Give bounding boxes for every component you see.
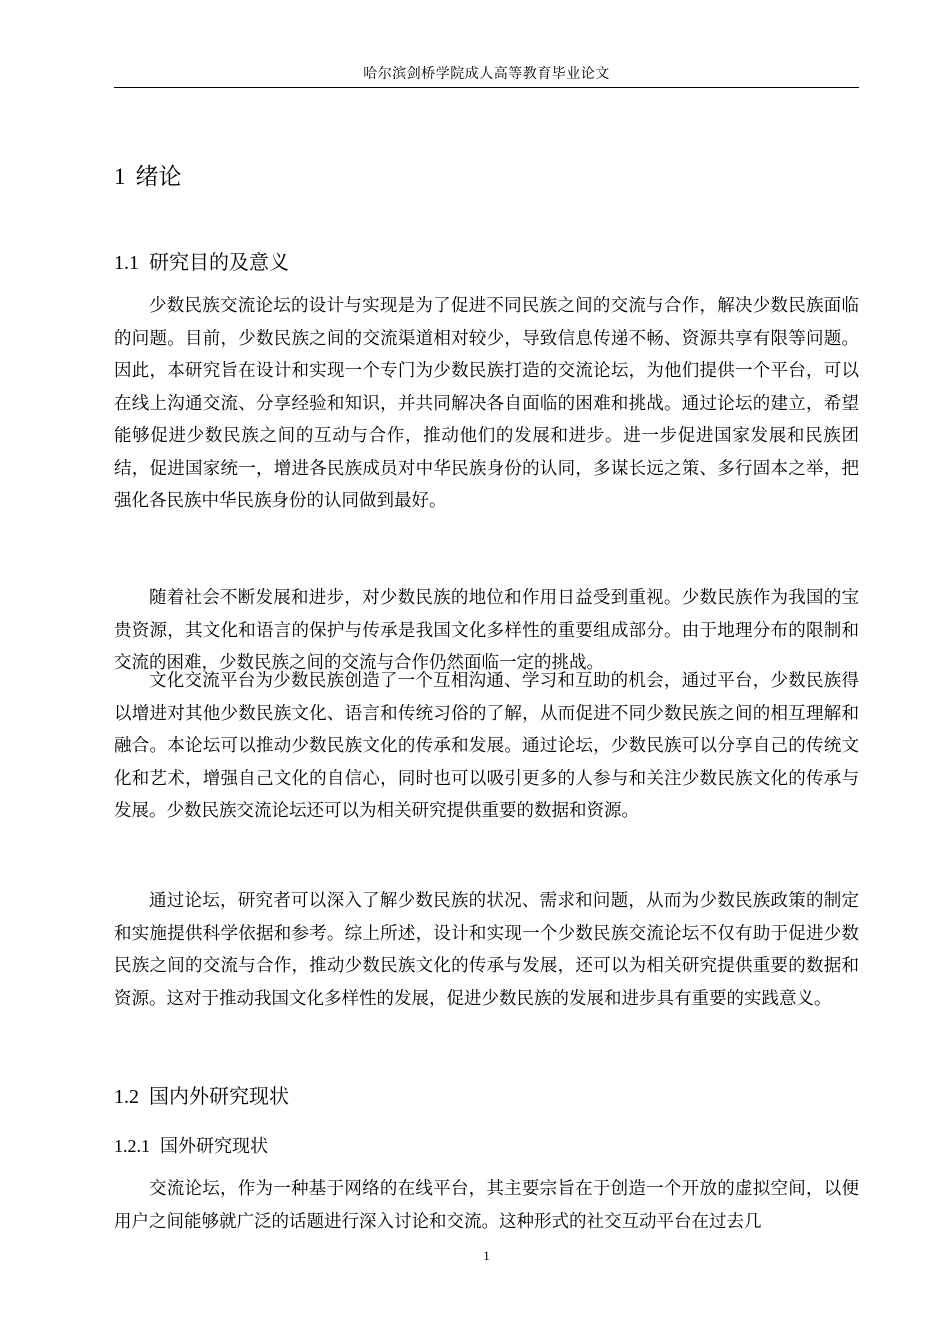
running-header: 哈尔滨剑桥学院成人高等教育毕业论文 bbox=[363, 66, 610, 82]
paragraph-purpose-4: 通过论坛，研究者可以深入了解少数民族的状况、需求和问题，从而为少数民族政策的制定和实施提供科学依据和参考。综上所述，设计和实现一个少数民族交流论坛不仅有助于促进少数民族之间的交流与合作，推动少数民族文化的传承与发展，还可以为相关研究提供重要的数据和资源。这对于推动我国文化多样性的发展，促进少数民族的发展和进步具有重要的实践意义。 bbox=[114, 891, 859, 1009]
section-title: 国内外研究现状 bbox=[149, 1084, 289, 1108]
paragraph-purpose-1: 少数民族交流论坛的设计与实现是为了促进不同民族之间的交流与合作，解决少数民族面临的问题。目前，少数民族之间的交流渠道相对较少，导致信息传递不畅、资源共享有限等问题。因此，本研究旨在设计和实现一个专门为少数民族打造的交流论坛，为他们提供一个平台，可以在线上沟通交流、分享经验和知识，并共同解决各自面临的困难和挑战。通过论坛的建立，希望能够促进少数民族之间的互动与合作，推动他们的发展和进步。进一步促进国家发展和民族团结，促进国家统一，增进各民族成员对中华民族身份的认同，多谋长远之策、多行固本之举，把强化各民族中华民族身份的认同做到最好。 bbox=[114, 296, 859, 511]
paragraph-purpose-3: 文化交流平台为少数民族创造了一个互相沟通、学习和互助的机会，通过平台，少数民族得以增进对其他少数民族文化、语言和传统习俗的了解，从而促进不同少数民族之间的相互理解和融合。本论坛可以推动少数民族文化的传承和发展。通过论坛，少数民族可以分享自己的传统文化和艺术，增强自己文化的自信心，同时也可以吸引更多的人参与和关注少数民族文化的传承与发展。少数民族交流论坛还可以为相关研究提供重要的数据和资源。 bbox=[114, 671, 859, 821]
chapter-title: 绪论 bbox=[135, 164, 182, 190]
paragraph-foreign-1: 交流论坛，作为一种基于网络的在线平台，其主要宗旨在于创造一个开放的虚拟空间，以便用户之间能够就广泛的话题进行深入讨论和交流。这种形式的社交互动平台在过去几 bbox=[114, 1179, 859, 1232]
header-rule bbox=[114, 87, 859, 88]
page-number: 1 bbox=[483, 1248, 490, 1263]
subsection-heading-1-2-1 bbox=[114, 1133, 268, 1160]
subsection-number: 1.2.1 bbox=[114, 1136, 150, 1156]
paragraph-clip bbox=[114, 1173, 859, 1239]
section-number: 1.1 bbox=[114, 252, 139, 274]
chapter-heading bbox=[114, 162, 182, 192]
chapter-number: 1 bbox=[114, 164, 126, 189]
section-number: 1.2 bbox=[114, 1086, 139, 1108]
paragraph-purpose-2: 随着社会不断发展和进步，对少数民族的地位和作用日益受到重视。少数民族作为我国的宝贵资源，其文化和语言的保护与传承是我国文化多样性的重要组成部分。由于地理分布的限制和交流的困难，少数民族之间的交流与合作仍然面临一定的挑战。 bbox=[114, 588, 859, 673]
section-heading-1-2 bbox=[114, 1082, 289, 1111]
section-title: 研究目的及意义 bbox=[149, 250, 289, 274]
section-heading-1-1 bbox=[114, 248, 289, 277]
subsection-title: 国外研究现状 bbox=[160, 1136, 268, 1157]
